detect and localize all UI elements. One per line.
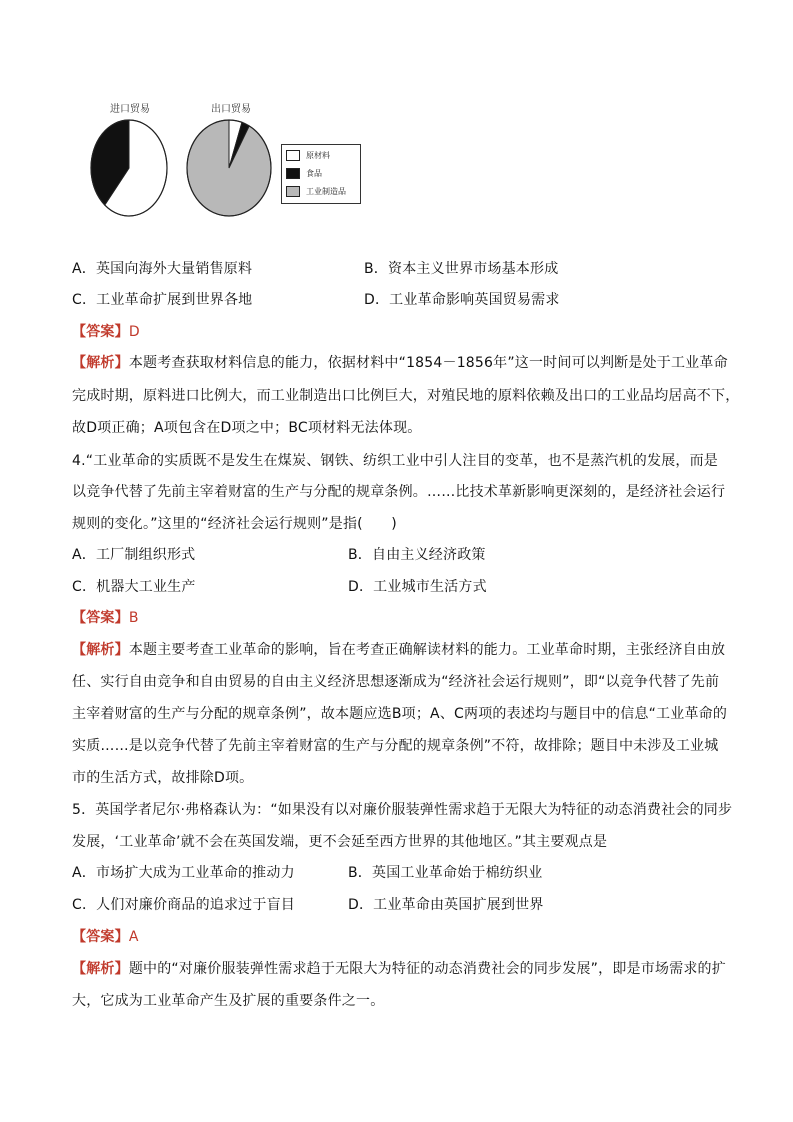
export-pie-label: 出口贸易 xyxy=(211,104,251,115)
q5-option-d: D．工业革命由英国扩展到世界 xyxy=(348,897,544,913)
pie-legend xyxy=(281,144,361,204)
legend-swatch-manufactures xyxy=(286,186,300,197)
q4-analysis-line-5: 市的生活方式，故排除D项。 xyxy=(72,770,254,786)
q5-option-a: A．市场扩大成为工业革命的推动力 xyxy=(72,865,295,881)
q4-option-a: A．工厂制组织形式 xyxy=(72,547,196,563)
q3-option-d: D．工业革命影响英国贸易需求 xyxy=(364,292,560,308)
q4-option-b: B．自由主义经济政策 xyxy=(348,547,486,563)
q4-option-c: C．机器大工业生产 xyxy=(72,579,196,595)
q3-option-b: B．资本主义世界市场基本形成 xyxy=(364,261,559,277)
q5-stem-line-2: 发展，‘工业革命’就不会在英国发端，更不会延至西方世界的其他地区。”其主要观点是 xyxy=(72,834,608,850)
legend-item-manufactures xyxy=(286,184,346,198)
answer-value: D xyxy=(128,324,140,340)
q4-stem-line-2: 以竞争代替了先前主宰着财富的生产与分配的规章条例。……比技术革新影响更深刻的，是经济社会运行 xyxy=(72,484,726,500)
q4-stem-line-1: 4.“工业革命的实质既不是发生在煤炭、钢铁、纺织工业中引人注目的变革，也不是蒸汽机的发展，而是 xyxy=(72,453,719,469)
q5-option-b: B．英国工业革命始于棉纺织业 xyxy=(348,865,543,881)
q4-analysis-line-2: 任、实行自由竞争和自由贸易的自由主义经济思想逐渐成为“经济社会运行规则”，即“以竞争代替了先前 xyxy=(72,674,720,690)
q4-analysis-line-4: 实质……是以竞争代替了先前主宰着财富的生产与分配的规章条例”不符，故排除；题目中未涉及工业城 xyxy=(72,738,719,754)
answer-tag: 【答案】 xyxy=(72,610,129,626)
q3-option-c: C．工业革命扩展到世界各地 xyxy=(72,292,253,308)
analysis-tag: 【解析】 xyxy=(72,355,129,371)
legend-item-raw-materials xyxy=(286,148,330,162)
q3-option-a: A．英国向海外大量销售原料 xyxy=(72,261,253,277)
q5-stem-line-1: 5．英国学者尼尔·弗格森认为：“如果没有以对廉价服装弹性需求趋于无限大为特征的动态消费社会的同步 xyxy=(72,802,733,818)
q5-answer xyxy=(72,927,139,947)
analysis-tag: 【解析】 xyxy=(72,961,129,977)
q4-analysis-line-3: 主宰着财富的生产与分配的规章条例”，故本题应选B项；A、C两项的表述均与题目中的信息“工业革命的 xyxy=(72,706,728,722)
answer-value: B xyxy=(128,610,139,626)
legend-item-food xyxy=(286,166,322,180)
analysis-tag: 【解析】 xyxy=(72,642,129,658)
answer-value: A xyxy=(128,929,139,945)
legend-swatch-food xyxy=(286,168,300,179)
legend-label: 食品 xyxy=(306,168,322,178)
import-pie-label: 进口贸易 xyxy=(110,104,150,115)
export-pie-chart xyxy=(185,118,275,218)
q4-stem-line-3: 规则的变化。”这里的“经济社会运行规则”是指( ) xyxy=(72,516,397,532)
legend-swatch-raw-materials xyxy=(286,150,300,161)
q5-analysis-line-2: 大，它成为工业革命产生及扩展的重要条件之一。 xyxy=(72,993,385,1009)
q3-analysis-line-3: 故D项正确；A项包含在D项之中；BC项材料无法体现。 xyxy=(72,420,422,436)
analysis-text: 本题考查获取材料信息的能力，依据材料中“1854－1856年”这一时间可以判断是处于工业革命 xyxy=(128,355,728,371)
q5-analysis-line-1 xyxy=(72,959,726,979)
q4-answer xyxy=(72,608,139,628)
q3-analysis-line-1 xyxy=(72,353,728,373)
q4-option-d: D．工业城市生活方式 xyxy=(348,579,487,595)
analysis-text: 题中的“对廉价服装弹性需求趋于无限大为特征的动态消费社会的同步发展”，即是市场需求的扩 xyxy=(128,961,726,977)
q3-answer xyxy=(72,322,140,342)
q4-analysis-line-1 xyxy=(72,640,725,660)
legend-label: 工业制造品 xyxy=(306,186,346,196)
q3-analysis-line-2: 完成时期，原料进口比例大，而工业制造出口比例巨大，对殖民地的原料依赖及出口的工业品均居高不下， xyxy=(72,388,740,404)
import-pie-chart xyxy=(88,118,170,218)
legend-label: 原材料 xyxy=(306,150,330,160)
answer-tag: 【答案】 xyxy=(72,929,129,945)
answer-tag: 【答案】 xyxy=(72,324,129,340)
trade-pie-figure xyxy=(78,96,378,221)
analysis-text: 本题主要考查工业革命的影响，旨在考查正确解读材料的能力。工业革命时期，主张经济自由放 xyxy=(128,642,726,658)
q5-option-c: C．人们对廉价商品的追求过于盲目 xyxy=(72,897,295,913)
